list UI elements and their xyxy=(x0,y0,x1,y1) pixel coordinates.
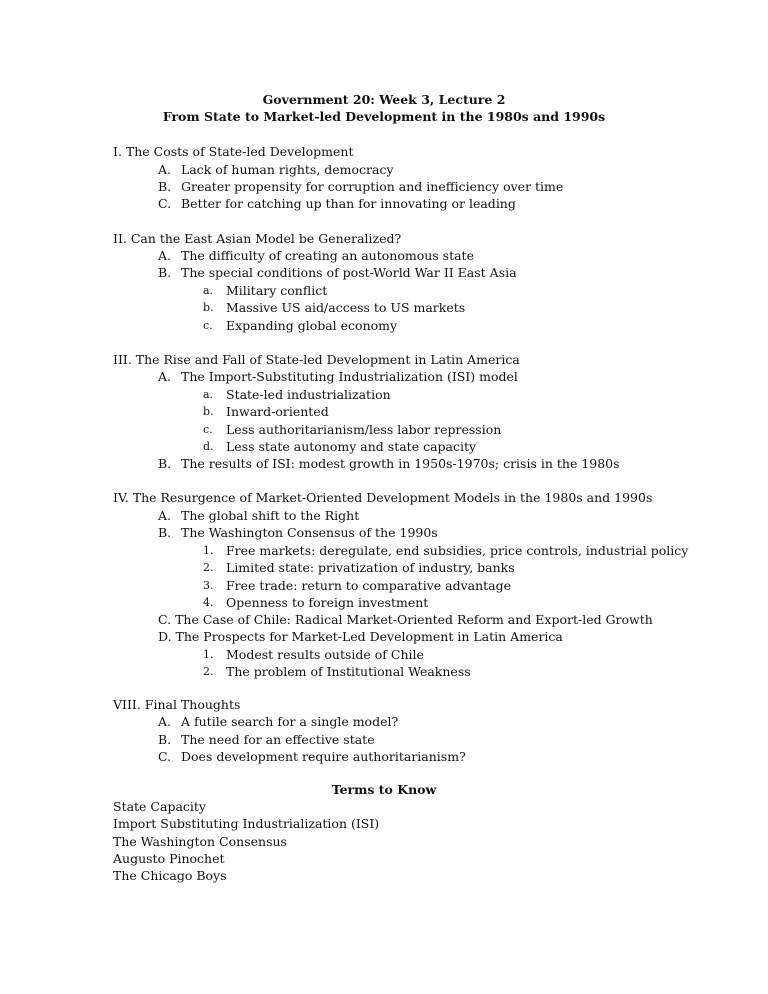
list-marker: A. xyxy=(158,162,172,177)
section-heading: VIII. Final Thoughts xyxy=(113,697,241,712)
list-marker: A. xyxy=(158,369,172,384)
list-item: A futile search for a single model? xyxy=(181,714,399,729)
sublist-marker: 2. xyxy=(203,561,214,574)
sublist-marker: a. xyxy=(203,388,214,401)
term-item: The Chicago Boys xyxy=(113,868,227,883)
list-item: Greater propensity for corruption and inefficiency over time xyxy=(181,179,564,194)
sublist-marker: a. xyxy=(203,284,214,297)
sublist-item: Inward-oriented xyxy=(226,404,329,419)
section-heading: IV. The Resurgence of Market-Oriented Development Models in the 1980s and 1990s xyxy=(113,490,653,505)
sublist-item: Modest results outside of Chile xyxy=(226,647,424,662)
section-heading: III. The Rise and Fall of State-led Development in Latin America xyxy=(113,352,520,367)
sublist-item: Less authoritarianism/less labor repression xyxy=(226,422,502,437)
list-item: Lack of human rights, democracy xyxy=(181,162,394,177)
sublist-marker: c. xyxy=(203,423,213,436)
sublist-item: Free trade: return to comparative advantage xyxy=(226,578,512,593)
document-subtitle: From State to Market-led Development in the 1980s and 1990s xyxy=(162,109,606,124)
sublist-marker: b. xyxy=(203,301,214,314)
term-item: Import Substituting Industrialization (ISI) xyxy=(113,816,380,831)
list-marker: A. xyxy=(158,508,172,523)
list-item: The need for an effective state xyxy=(181,732,375,747)
sublist-item: Less state autonomy and state capacity xyxy=(226,439,477,454)
document-title: Government 20: Week 3, Lecture 2 xyxy=(262,92,506,107)
list-marker: B. xyxy=(158,456,172,471)
list-item: The special conditions of post-World War II East Asia xyxy=(181,265,517,280)
sublist-item: The problem of Institutional Weakness xyxy=(226,664,471,679)
sublist-item: Free markets: deregulate, end subsidies, price controls, industrial policy xyxy=(226,543,689,558)
terms-heading: Terms to Know xyxy=(331,782,437,797)
section-heading: I. The Costs of State-led Development xyxy=(113,144,354,159)
term-item: State Capacity xyxy=(113,799,206,814)
term-item: The Washington Consensus xyxy=(113,834,287,849)
list-marker: A. xyxy=(158,714,172,729)
list-marker: B. xyxy=(158,179,172,194)
list-item: D. The Prospects for Market-Led Development in Latin America xyxy=(158,629,563,644)
sublist-marker: 1. xyxy=(203,648,214,661)
sublist-item: Limited state: privatization of industry, banks xyxy=(226,560,515,575)
sublist-item: Openness to foreign investment xyxy=(226,595,429,610)
sublist-item: Massive US aid/access to US markets xyxy=(226,300,466,315)
sublist-item: State-led industrialization xyxy=(226,387,391,402)
sublist-marker: 4. xyxy=(203,596,214,609)
list-item: C. The Case of Chile: Radical Market-Oriented Reform and Export-led Growth xyxy=(158,612,653,627)
list-item: Better for catching up than for innovating or leading xyxy=(181,196,516,211)
list-marker: B. xyxy=(158,732,172,747)
sublist-marker: c. xyxy=(203,319,213,332)
list-item: The Washington Consensus of the 1990s xyxy=(181,525,438,540)
section-heading: II. Can the East Asian Model be Generalized? xyxy=(113,231,402,246)
sublist-marker: d. xyxy=(203,440,214,453)
list-marker: C. xyxy=(158,196,172,211)
list-item: The difficulty of creating an autonomous state xyxy=(181,248,474,263)
list-item: The global shift to the Right xyxy=(181,508,360,523)
list-item: The results of ISI: modest growth in 1950s-1970s; crisis in the 1980s xyxy=(181,456,620,471)
sublist-marker: 2. xyxy=(203,665,214,678)
sublist-marker: 1. xyxy=(203,544,214,557)
list-item: Does development require authoritarianism? xyxy=(181,749,466,764)
list-item: The Import-Substituting Industrialization (ISI) model xyxy=(181,369,518,384)
term-item: Augusto Pinochet xyxy=(113,851,225,866)
list-marker: C. xyxy=(158,749,172,764)
sublist-item: Expanding global economy xyxy=(226,318,398,333)
list-marker: A. xyxy=(158,248,172,263)
sublist-marker: 3. xyxy=(203,579,214,592)
list-marker: B. xyxy=(158,265,172,280)
sublist-item: Military conflict xyxy=(226,283,328,298)
sublist-marker: b. xyxy=(203,405,214,418)
list-marker: B. xyxy=(158,525,172,540)
